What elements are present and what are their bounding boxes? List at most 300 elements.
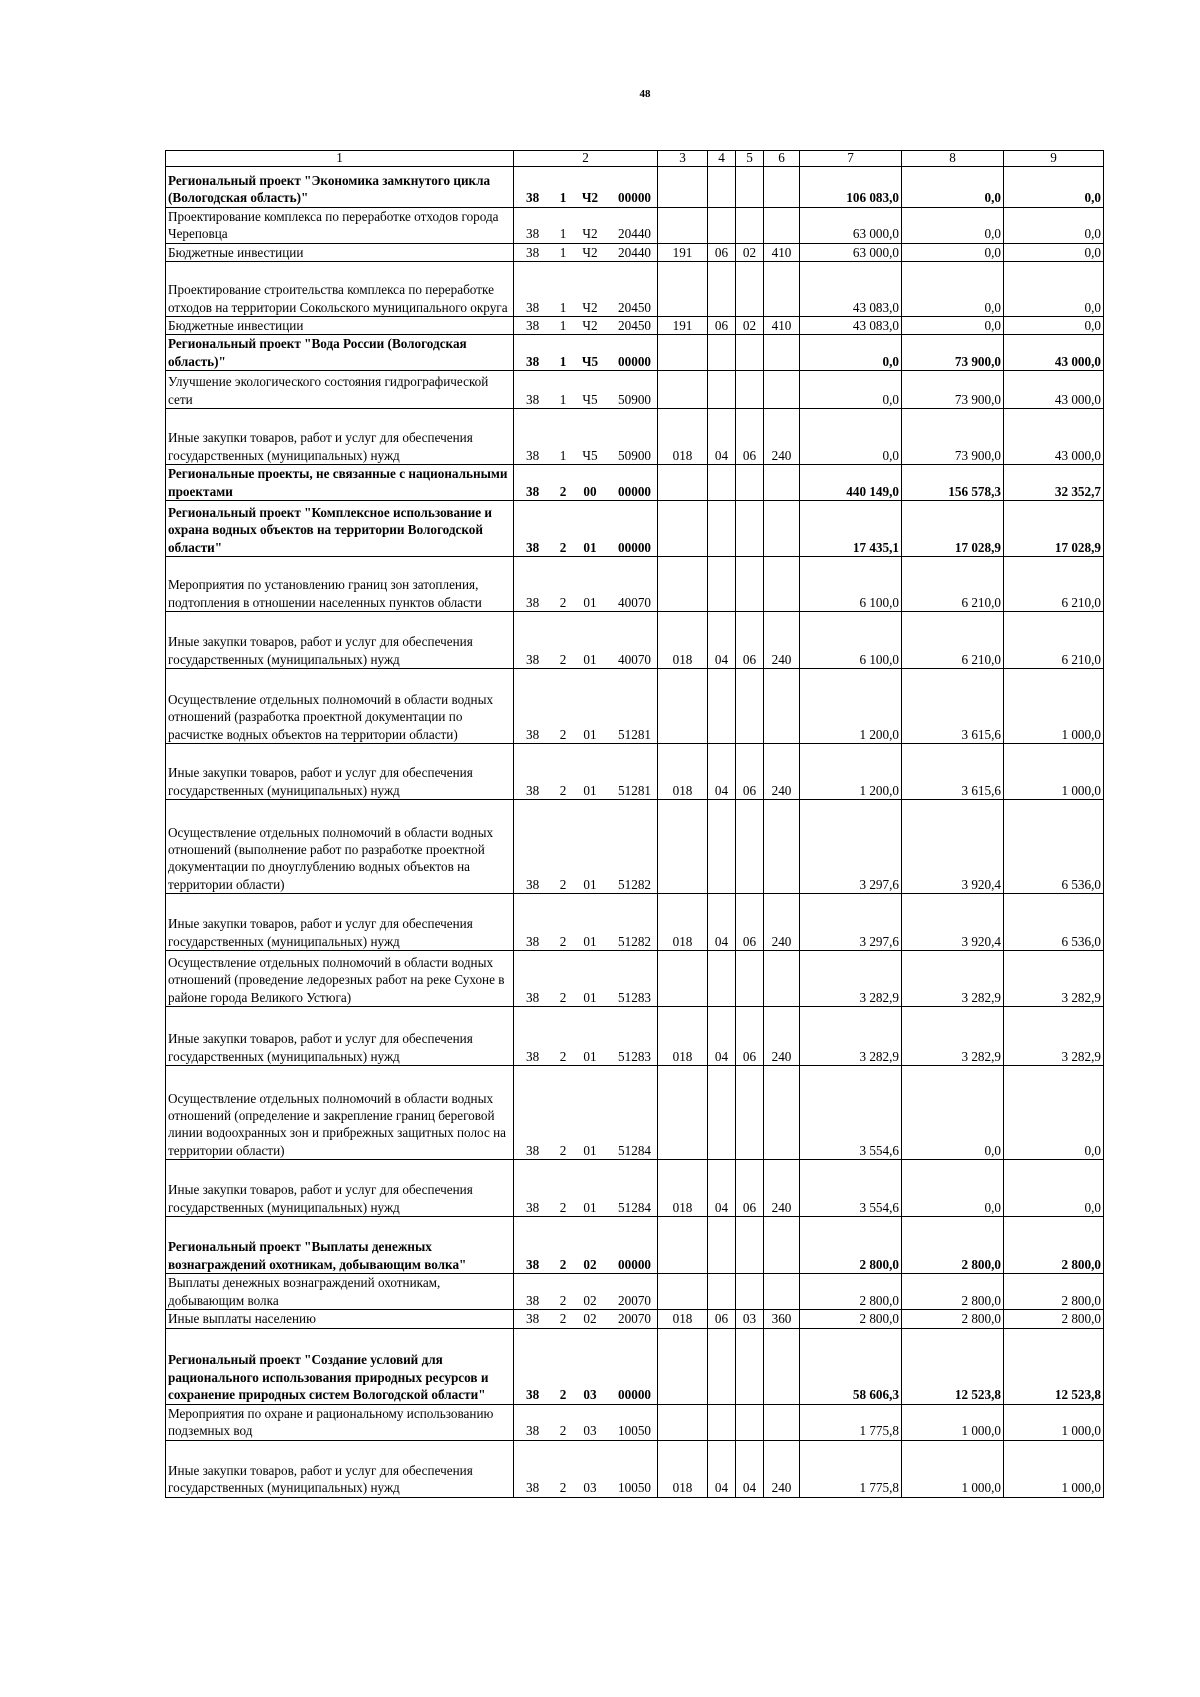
table-row	[166, 243, 1104, 261]
subsection-code	[736, 1404, 764, 1440]
amount-col-9: 17 028,9	[1004, 501, 1104, 557]
subprogram-code: 2	[559, 989, 567, 1005]
header-col-4: 4	[708, 151, 736, 167]
ministry-code	[658, 1274, 708, 1310]
target-code	[514, 557, 658, 612]
amount-col-7: 2 800,0	[800, 1217, 902, 1274]
row-name: Иные закупки товаров, работ и услуг для обеспечения государственных (муниципальных) нужд	[166, 1440, 514, 1497]
subprogram-code: 2	[559, 1423, 567, 1439]
ministry-code	[658, 1066, 708, 1160]
ministry-code	[658, 1328, 708, 1404]
section-code: 04	[708, 1160, 736, 1217]
row-name: Осуществление отдельных полномочий в области водных отношений (проведение ледорезных работ на реке Сухоне в районе города Великого Устюга)	[166, 951, 514, 1007]
row-name: Региональные проекты, не связанные с национальными проектами	[166, 465, 514, 501]
ministry-code: 018	[658, 1310, 708, 1328]
section-code	[708, 371, 736, 409]
subprogram-code: 2	[559, 1199, 567, 1215]
ministry-code	[658, 166, 708, 207]
ministry-code: 018	[658, 894, 708, 951]
subprogram-code: 1	[559, 353, 567, 369]
direction-code: 02	[583, 1292, 597, 1308]
amount-col-8: 156 578,3	[902, 465, 1004, 501]
row-name: Иные выплаты населению	[166, 1310, 514, 1328]
row-name: Региональный проект "Выплаты денежных вознаграждений охотникам, добывающим волка"	[166, 1217, 514, 1274]
subprogram-code: 1	[559, 190, 567, 206]
subsection-code	[736, 800, 764, 894]
program-code: 38	[526, 1311, 540, 1327]
direction-code: 01	[583, 989, 597, 1005]
expense-type-code	[764, 371, 800, 409]
amount-col-9: 0,0	[1004, 243, 1104, 261]
expense-type-code: 240	[764, 612, 800, 669]
expense-type-code	[764, 501, 800, 557]
section-code	[708, 207, 736, 243]
table-row	[166, 951, 1104, 1007]
amount-col-8: 3 282,9	[902, 1007, 1004, 1066]
expense-type-code	[764, 1328, 800, 1404]
ministry-code	[658, 800, 708, 894]
row-name: Иные закупки товаров, работ и услуг для обеспечения государственных (муниципальных) нужд	[166, 612, 514, 669]
ministry-code: 018	[658, 409, 708, 465]
row-name: Проектирование комплекса по переработке отходов города Череповца	[166, 207, 514, 243]
subprogram-code: 2	[559, 1256, 567, 1272]
subsection-code	[736, 371, 764, 409]
target-code	[514, 1007, 658, 1066]
expense-type-code	[764, 261, 800, 316]
ministry-code: 191	[658, 316, 708, 334]
amount-col-9: 0,0	[1004, 261, 1104, 316]
expense-type-code: 360	[764, 1310, 800, 1328]
program-code: 38	[526, 651, 540, 667]
amount-col-7: 0,0	[800, 409, 902, 465]
target-code	[514, 207, 658, 243]
program-code: 38	[526, 1199, 540, 1215]
amount-col-8: 3 282,9	[902, 951, 1004, 1007]
ministry-code: 018	[658, 1007, 708, 1066]
amount-col-8: 0,0	[902, 243, 1004, 261]
target-code	[514, 1066, 658, 1160]
item-code: 51282	[618, 876, 651, 892]
item-code: 00000	[618, 539, 651, 555]
item-code: 20070	[618, 1292, 651, 1308]
target-code	[514, 894, 658, 951]
amount-col-7: 6 100,0	[800, 612, 902, 669]
amount-col-7: 3 554,6	[800, 1160, 902, 1217]
table-row	[166, 1328, 1104, 1404]
amount-col-9: 3 282,9	[1004, 951, 1104, 1007]
section-code: 06	[708, 316, 736, 334]
row-name: Мероприятия по установлению границ зон затопления, подтопления в отношении населенных пунктов области	[166, 557, 514, 612]
program-code: 38	[526, 1048, 540, 1064]
amount-col-9: 1 000,0	[1004, 1440, 1104, 1497]
row-name: Мероприятия по охране и рациональному использованию подземных вод	[166, 1404, 514, 1440]
ministry-code	[658, 1404, 708, 1440]
subsection-code: 03	[736, 1310, 764, 1328]
direction-code: 01	[583, 933, 597, 949]
program-code: 38	[526, 1292, 540, 1308]
amount-col-7: 3 297,6	[800, 800, 902, 894]
table-row	[166, 316, 1104, 334]
ministry-code: 018	[658, 1440, 708, 1497]
direction-code: 03	[583, 1423, 597, 1439]
subprogram-code: 1	[559, 317, 567, 333]
amount-col-9: 1 000,0	[1004, 669, 1104, 744]
expense-type-code: 240	[764, 894, 800, 951]
direction-code: 01	[583, 651, 597, 667]
subprogram-code: 2	[559, 651, 567, 667]
row-name: Бюджетные инвестиции	[166, 243, 514, 261]
amount-col-8: 0,0	[902, 1160, 1004, 1217]
row-name: Улучшение экологического состояния гидрографической сети	[166, 371, 514, 409]
target-code	[514, 1404, 658, 1440]
table-row	[166, 744, 1104, 800]
target-code	[514, 612, 658, 669]
expense-type-code: 240	[764, 409, 800, 465]
program-code: 38	[526, 933, 540, 949]
subprogram-code: 2	[559, 1142, 567, 1158]
subprogram-code: 2	[559, 594, 567, 610]
expense-type-code	[764, 669, 800, 744]
row-name: Иные закупки товаров, работ и услуг для обеспечения государственных (муниципальных) нужд	[166, 409, 514, 465]
target-code	[514, 243, 658, 261]
subprogram-code: 1	[559, 447, 567, 463]
target-code	[514, 465, 658, 501]
expense-type-code	[764, 800, 800, 894]
amount-col-9: 2 800,0	[1004, 1274, 1104, 1310]
subprogram-code: 1	[559, 226, 567, 242]
header-col-3: 3	[658, 151, 708, 167]
target-code	[514, 669, 658, 744]
amount-col-7: 0,0	[800, 335, 902, 371]
amount-col-7: 106 083,0	[800, 166, 902, 207]
row-name: Осуществление отдельных полномочий в области водных отношений (разработка проектной документации по расчистке водных объектов на территории области)	[166, 669, 514, 744]
item-code: 51283	[618, 989, 651, 1005]
program-code: 38	[526, 483, 540, 499]
table-row	[166, 207, 1104, 243]
subprogram-code: 2	[559, 933, 567, 949]
amount-col-7: 2 800,0	[800, 1310, 902, 1328]
expense-type-code	[764, 1217, 800, 1274]
direction-code: Ч5	[582, 447, 598, 463]
target-code	[514, 1274, 658, 1310]
amount-col-7: 1 200,0	[800, 744, 902, 800]
budget-table	[165, 150, 1104, 1498]
program-code: 38	[526, 1142, 540, 1158]
amount-col-8: 2 800,0	[902, 1217, 1004, 1274]
target-code	[514, 316, 658, 334]
subsection-code	[736, 1217, 764, 1274]
subsection-code	[736, 557, 764, 612]
subprogram-code: 1	[559, 391, 567, 407]
expense-type-code	[764, 951, 800, 1007]
amount-col-9: 2 800,0	[1004, 1217, 1104, 1274]
expense-type-code: 410	[764, 243, 800, 261]
amount-col-9: 43 000,0	[1004, 409, 1104, 465]
subsection-code: 06	[736, 409, 764, 465]
direction-code: Ч2	[582, 226, 598, 242]
table-row	[166, 557, 1104, 612]
header-col-8: 8	[902, 151, 1004, 167]
subprogram-code: 2	[559, 1048, 567, 1064]
target-code	[514, 409, 658, 465]
item-code: 20450	[618, 317, 651, 333]
item-code: 00000	[618, 190, 651, 206]
target-code	[514, 335, 658, 371]
section-code	[708, 1217, 736, 1274]
amount-col-7: 17 435,1	[800, 501, 902, 557]
header-col-5: 5	[736, 151, 764, 167]
amount-col-9: 6 536,0	[1004, 800, 1104, 894]
subsection-code	[736, 335, 764, 371]
amount-col-9: 43 000,0	[1004, 371, 1104, 409]
expense-type-code	[764, 1066, 800, 1160]
ministry-code	[658, 207, 708, 243]
amount-col-9: 6 536,0	[1004, 894, 1104, 951]
amount-col-8: 3 920,4	[902, 800, 1004, 894]
ministry-code	[658, 261, 708, 316]
item-code: 20450	[618, 299, 651, 315]
row-name: Проектирование строительства комплекса по переработке отходов на территории Сокольского муниципального округа	[166, 261, 514, 316]
header-col-6: 6	[764, 151, 800, 167]
amount-col-8: 0,0	[902, 1066, 1004, 1160]
row-name: Осуществление отдельных полномочий в области водных отношений (определение и закрепление границ береговой линии водоохранных зон и прибрежных защитных полос на территории области)	[166, 1066, 514, 1160]
amount-col-7: 43 083,0	[800, 261, 902, 316]
direction-code: Ч2	[581, 190, 599, 206]
amount-col-8: 0,0	[902, 166, 1004, 207]
table-row	[166, 501, 1104, 557]
subsection-code: 06	[736, 612, 764, 669]
section-code: 04	[708, 409, 736, 465]
direction-code: 01	[583, 1142, 597, 1158]
amount-col-7: 63 000,0	[800, 207, 902, 243]
target-code	[514, 1160, 658, 1217]
amount-col-8: 73 900,0	[902, 335, 1004, 371]
table-row	[166, 612, 1104, 669]
item-code: 51281	[618, 726, 651, 742]
direction-code: 03	[583, 1387, 597, 1403]
program-code: 38	[526, 989, 540, 1005]
amount-col-7: 63 000,0	[800, 243, 902, 261]
amount-col-9: 6 210,0	[1004, 557, 1104, 612]
amount-col-7: 3 297,6	[800, 894, 902, 951]
row-name: Иные закупки товаров, работ и услуг для обеспечения государственных (муниципальных) нужд	[166, 744, 514, 800]
ministry-code	[658, 1217, 708, 1274]
amount-col-8: 17 028,9	[902, 501, 1004, 557]
ministry-code	[658, 465, 708, 501]
amount-col-8: 3 615,6	[902, 744, 1004, 800]
section-code	[708, 1404, 736, 1440]
subsection-code	[736, 166, 764, 207]
subsection-code: 06	[736, 1160, 764, 1217]
program-code: 38	[526, 353, 540, 369]
section-code	[708, 465, 736, 501]
direction-code: 02	[583, 1256, 597, 1272]
ministry-code: 191	[658, 243, 708, 261]
amount-col-7: 3 282,9	[800, 951, 902, 1007]
subsection-code	[736, 207, 764, 243]
section-code	[708, 557, 736, 612]
program-code: 38	[526, 1256, 540, 1272]
amount-col-8: 0,0	[902, 316, 1004, 334]
direction-code: 01	[583, 1048, 597, 1064]
expense-type-code: 410	[764, 316, 800, 334]
expense-type-code	[764, 207, 800, 243]
subsection-code	[736, 1274, 764, 1310]
section-code	[708, 335, 736, 371]
row-name: Региональный проект "Комплексное использование и охрана водных объектов на территории Вологодской области"	[166, 501, 514, 557]
table-row	[166, 371, 1104, 409]
amount-col-7: 2 800,0	[800, 1274, 902, 1310]
row-name: Региональный проект "Создание условий для рационального использования природных ресурсов и сохранение природных систем Вологодской области"	[166, 1328, 514, 1404]
subsection-code: 04	[736, 1440, 764, 1497]
item-code: 51284	[618, 1142, 651, 1158]
subprogram-code: 2	[559, 782, 567, 798]
amount-col-8: 1 000,0	[902, 1440, 1004, 1497]
item-code: 00000	[618, 1256, 651, 1272]
expense-type-code: 240	[764, 1440, 800, 1497]
amount-col-9: 12 523,8	[1004, 1328, 1104, 1404]
table-row	[166, 1007, 1104, 1066]
row-name: Региональный проект "Экономика замкнутого цикла (Вологодская область)"	[166, 166, 514, 207]
target-code	[514, 1440, 658, 1497]
direction-code: Ч2	[582, 317, 598, 333]
subprogram-code: 1	[559, 299, 567, 315]
subsection-code: 06	[736, 1007, 764, 1066]
row-name: Бюджетные инвестиции	[166, 316, 514, 334]
program-code: 38	[526, 1423, 540, 1439]
section-code	[708, 951, 736, 1007]
direction-code: 00	[583, 483, 597, 499]
direction-code: 01	[583, 539, 597, 555]
table-row	[166, 1404, 1104, 1440]
target-code	[514, 1328, 658, 1404]
header-row	[166, 151, 1104, 167]
row-name: Иные закупки товаров, работ и услуг для обеспечения государственных (муниципальных) нужд	[166, 894, 514, 951]
section-code: 04	[708, 894, 736, 951]
section-code: 04	[708, 1007, 736, 1066]
expense-type-code: 240	[764, 1160, 800, 1217]
table-row	[166, 166, 1104, 207]
amount-col-9: 2 800,0	[1004, 1310, 1104, 1328]
item-code: 10050	[618, 1423, 651, 1439]
ministry-code	[658, 371, 708, 409]
item-code: 50900	[618, 447, 651, 463]
target-code	[514, 261, 658, 316]
item-code: 51283	[618, 1048, 651, 1064]
amount-col-7: 3 282,9	[800, 1007, 902, 1066]
expense-type-code	[764, 465, 800, 501]
table-row	[166, 261, 1104, 316]
item-code: 50900	[618, 391, 651, 407]
amount-col-8: 6 210,0	[902, 557, 1004, 612]
ministry-code	[658, 669, 708, 744]
section-code: 04	[708, 612, 736, 669]
program-code: 38	[526, 391, 540, 407]
section-code	[708, 1066, 736, 1160]
amount-col-8: 73 900,0	[902, 409, 1004, 465]
program-code: 38	[526, 1387, 540, 1403]
table-row	[166, 1160, 1104, 1217]
subsection-code	[736, 1066, 764, 1160]
subprogram-code: 2	[559, 1311, 567, 1327]
table-row	[166, 1274, 1104, 1310]
ministry-code	[658, 951, 708, 1007]
program-code: 38	[526, 1480, 540, 1496]
table-row	[166, 669, 1104, 744]
direction-code: 02	[583, 1311, 597, 1327]
amount-col-8: 73 900,0	[902, 371, 1004, 409]
section-code	[708, 669, 736, 744]
item-code: 00000	[618, 1387, 651, 1403]
subsection-code: 06	[736, 744, 764, 800]
row-name: Региональный проект "Вода России (Вологодская область)"	[166, 335, 514, 371]
header-col-9: 9	[1004, 151, 1104, 167]
amount-col-9: 43 000,0	[1004, 335, 1104, 371]
item-code: 00000	[618, 353, 651, 369]
subsection-code: 02	[736, 243, 764, 261]
direction-code: 01	[583, 876, 597, 892]
ministry-code	[658, 335, 708, 371]
amount-col-9: 3 282,9	[1004, 1007, 1104, 1066]
direction-code: 01	[583, 1199, 597, 1215]
subprogram-code: 1	[559, 244, 567, 260]
amount-col-8: 2 800,0	[902, 1310, 1004, 1328]
subsection-code	[736, 951, 764, 1007]
target-code	[514, 744, 658, 800]
amount-col-7: 440 149,0	[800, 465, 902, 501]
program-code: 38	[526, 539, 540, 555]
section-code	[708, 261, 736, 316]
amount-col-7: 58 606,3	[800, 1328, 902, 1404]
direction-code: Ч2	[582, 299, 598, 315]
ministry-code: 018	[658, 612, 708, 669]
section-code: 06	[708, 1310, 736, 1328]
item-code: 20440	[618, 226, 651, 242]
item-code: 51281	[618, 782, 651, 798]
program-code: 38	[526, 594, 540, 610]
table-row	[166, 800, 1104, 894]
amount-col-8: 3 920,4	[902, 894, 1004, 951]
subsection-code: 02	[736, 316, 764, 334]
amount-col-7: 6 100,0	[800, 557, 902, 612]
target-code	[514, 800, 658, 894]
amount-col-8: 0,0	[902, 261, 1004, 316]
ministry-code	[658, 557, 708, 612]
amount-col-8: 6 210,0	[902, 612, 1004, 669]
target-code	[514, 166, 658, 207]
amount-col-7: 0,0	[800, 371, 902, 409]
amount-col-9: 6 210,0	[1004, 612, 1104, 669]
subsection-code	[736, 261, 764, 316]
direction-code: 01	[583, 726, 597, 742]
subprogram-code: 2	[559, 876, 567, 892]
row-name: Иные закупки товаров, работ и услуг для обеспечения государственных (муниципальных) нужд	[166, 1160, 514, 1217]
page-number: 48	[639, 88, 651, 100]
table-row	[166, 465, 1104, 501]
program-code: 38	[526, 226, 540, 242]
subsection-code	[736, 465, 764, 501]
amount-col-8: 2 800,0	[902, 1274, 1004, 1310]
expense-type-code	[764, 1404, 800, 1440]
table-body	[166, 166, 1104, 1497]
subprogram-code: 2	[559, 483, 567, 499]
subprogram-code: 2	[559, 1480, 567, 1496]
item-code: 40070	[618, 594, 651, 610]
amount-col-9: 0,0	[1004, 1066, 1104, 1160]
section-code	[708, 166, 736, 207]
program-code: 38	[526, 317, 540, 333]
expense-type-code	[764, 1274, 800, 1310]
